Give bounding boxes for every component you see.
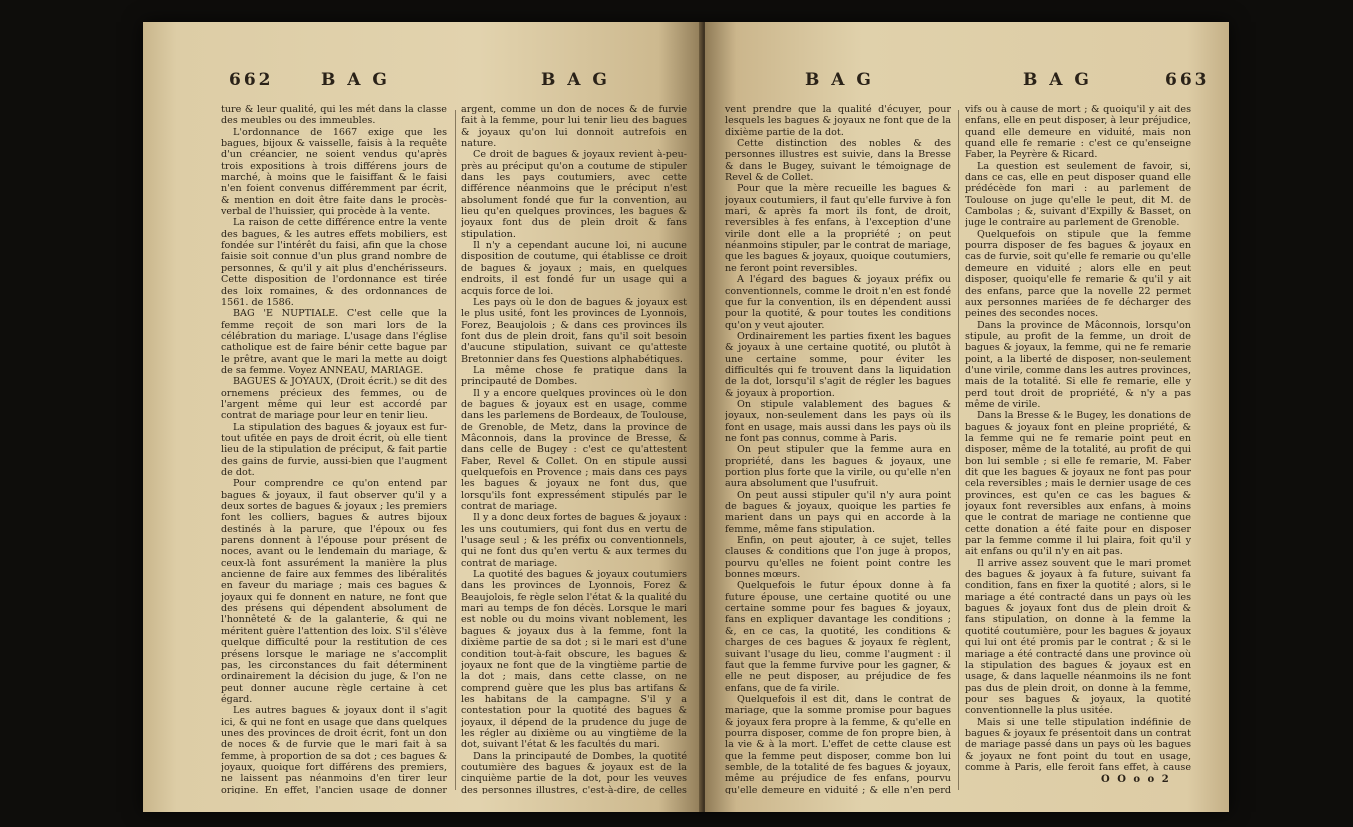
paragraph: La quotité des bagues & joyaux coutumiers dans les provinces de Lyonnois, Forez & Beaujolois, fe règle selon l'état & la qualité du mari au temps de fon décès. Lorsque le mari est noble ou du moins vivant noblement, les bagues & joyaux dus à la femme, font la dixième partie de sa dot ; si le mari est d'une condition tout-à-fait obscure, les bagues & joyaux ne font que de la vingtième partie de la dot ; mais, dans cette classe, on ne comprend guère que les plus bas artifans & les habitans de la campagne. S'il y a contestation pour la quotité des bagues & joyaux, il dépend de la prudence du juge de les régler au dixième ou au vingtième de la dot, suivant l'état & les facultés du mari. — [461, 569, 687, 751]
paragraph: Dans la Bresse & le Bugey, les donations de bagues & joyaux font en pleine propriété, & la femme qui ne fe remarie point peut en disposer, même de la totalité, au profit de qui bon lui semble ; si elle fe remarie, M. Faber dit que les bagues & joyaux ne font pas pour cela reversibles ; mais le dernier usage de ces provinces, est qu'en ce cas les bagues & joyaux font reversibles aux enfans, à moins que le contrat de mariage ne contienne que cette donation a été faite pour en disposer par la femme comme il lui plaira, foit qu'il y ait enfans ou qu'il n'y en ait pas. — [965, 410, 1191, 558]
running-head-right: B A G — [1023, 70, 1092, 90]
running-head-left: B A G — [805, 70, 874, 90]
paragraph: L'ordonnance de 1667 exige que les bagues, bijoux & vaisselle, faisis à la requête d'un créancier, ne soient vendus qu'après trois expositions à trois différens jours de marché, à moins que le faisiffant & le faisi n'en foient convenus différemment par écrit, & mention en doit être faite dans le procès-verbal de l'huissier, qui procède à la vente. — [221, 126, 447, 218]
paragraph: Il n'y a cependant aucune loi, ni aucune disposition de coutume, qui établisse ce droit de bagues & joyaux ; mais, en quelques endroits, il est fondé fur un usage qui a acquis force de loi. — [461, 240, 687, 297]
paragraph: La question est seulement de favoir, si, dans ce cas, elle en peut disposer quand elle prédécède fon mari : au parlement de Toulouse on juge qu'elle le peut, dit M. de Cambolas ; &, suivant d'Expilly & Basset, on juge le contraire au parlement de Grenoble. — [965, 160, 1191, 229]
paragraph: Mais si une telle stipulation indéfinie de bagues & joyaux fe présentoit dans un contrat de mariage passé dans un pays où les bagues & joyaux ne font point du tout en usage, comme à Paris, elle feroit fans effet, à cause — [965, 716, 1191, 772]
paragraph: Ordinairement les parties fixent les bagues & joyaux à une certaine quotité, ou plutôt à une certaine somme, pour éviter les difficultés qui fe trouvent dans la liquidation de la dot, lorsqu'il s'agit de régler les bagues & joyaux à proportion. — [725, 330, 951, 399]
paragraph: Pour que la mère recueille les bagues & joyaux coutumiers, il faut qu'elle furvive à fon mari, & après fa mort ils font, de droit, reversibles à fes enfans, à l'exception d'une virile dont elle a la propriété ; on peut néanmoins stipuler, par le contrat de mariage, que les bagues & joyaux, quoique coutumiers, ne feront point reversibles. — [725, 183, 951, 274]
text-column-1 — [221, 104, 447, 794]
paragraph: argent, comme un don de noces & de furvie fait à la femme, pour lui tenir lieu des bagues & joyaux qu'on lui donnoit autrefois en nature. — [461, 104, 687, 150]
column-rule — [455, 110, 456, 790]
paragraph: BAG 'E NUPTIALE. C'est celle que la femme reçoit de son mari lors de la célébration du mariage. L'usage dans l'église catholique est de faire bénir cette bague par le prêtre, avant que le mari la mette au doigt de sa femme. Voyez ANNEAU, MARIAGE. — [221, 308, 447, 376]
paragraph: vent prendre que la qualité d'écuyer, pour lesquels les bagues & joyaux ne font que de la dixième partie de la dot. — [725, 104, 951, 138]
paragraph: La même chose fe pratique dans la principauté de Dombes. — [461, 364, 687, 388]
paragraph: A l'égard des bagues & joyaux préfix ou conventionnels, comme le droit n'en est fondé que fur la convention, ils en dépendent aussi pour la quotité, & pour toutes les conditions qu'on y veut ajouter. — [725, 274, 951, 331]
signature-mark: O O o o 2 — [1101, 774, 1171, 785]
paragraph: Les pays où le don de bagues & joyaux est le plus usité, font les provinces de Lyonnois, Forez, Beaujolois ; & dans ces provinces ils font dus de plein droit, fans qu'il soit besoin d'aucune stipulation, suivant ce qu'atteste Bretonnier dans fes Questions alphabétiques. — [461, 296, 687, 365]
text-column-2 — [965, 104, 1191, 772]
running-head-left: B A G — [321, 70, 390, 90]
page-number: 663 — [1165, 70, 1210, 90]
paragraph: vifs ou à cause de mort ; & quoiqu'il y ait des enfans, elle en peut disposer, à leur préjudice, quand elle demeure en viduité, mais non quand elle fe remarie : c'est ce qu'enseigne Faber, la Peyrère & Ricard. — [965, 104, 1191, 161]
page-number: 662 — [229, 70, 274, 90]
paragraph: ture & leur qualité, qui les mét dans la classe des meubles ou des immeubles. — [221, 104, 447, 127]
paragraph: La stipulation des bagues & joyaux est fur-tout ufitée en pays de droit écrit, où elle tient lieu de la stipulation de préciput, & fait partie des gains de furvie, aussi-bien que l'augment de dot. — [221, 421, 447, 478]
paragraph: On peut aussi stipuler qu'il n'y aura point de bagues & joyaux, quoique les parties fe marient dans un pays qui en accorde à la femme, même fans stipulation. — [725, 489, 951, 535]
paragraph: Il arrive assez souvent que le mari promet des bagues & joyaux à fa future, suivant fa condition, fans en fixer la quotité ; alors, si le mariage a été contracté dans un pays où les bagues & joyaux font dus de plein droit & fans stipulation, on donne à la femme la quotité coutumière, pour les bagues & joyaux qui lui ont été promis par le contrat ; & si le mariage a été contracté dans une province où la stipulation des bagues & joyaux est en usage, & dans laquelle néanmoins ils ne font pas dus de plein droit, on donne à la femme, pour ses bagues & joyaux, la quotité conventionnelle la plus usitée. — [965, 557, 1191, 717]
paragraph: On stipule valablement des bagues & joyaux, non-seulement dans les pays où ils font en usage, mais aussi dans les pays où ils ne font pas connus, comme à Paris. — [725, 398, 951, 444]
book-spread — [143, 22, 1229, 812]
text-column-1 — [725, 104, 951, 794]
paragraph: Ce droit de bagues & joyaux revient à-peu-près au préciput qu'on a coutume de stipuler dans les pays coutumiers, avec cette différence néanmoins que le préciput n'est absolument fondé que fur la convention, au lieu qu'en quelques provinces, les bagues & joyaux font dus de plein droit & fans stipulation. — [461, 149, 687, 240]
paragraph: Il y a donc deux fortes de bagues & joyaux : les uns coutumiers, qui font dus en vertu de l'usage seul ; & les préfix ou conventionnels, qui ne font dus qu'en vertu & aux termes du contrat de mariage. — [461, 512, 687, 569]
paragraph: Dans la province de Mâconnois, lorsqu'on stipule, au profit de la femme, un droit de bagues & joyaux, la femme, qui ne fe remarie point, a la liberté de disposer, non-seulement d'une virile, comme dans les autres provinces, mais de la totalité. Si elle fe remarie, elle y perd tout droit de propriété, & n'y a pas même de virile. — [965, 319, 1191, 410]
paragraph: Quelquefois il est dit, dans le contrat de mariage, que la somme promise pour bagues & joyaux fera propre à la femme, & qu'elle en pourra disposer, comme de fon propre bien, à la vie & à la mort. L'effet de cette clause est que la femme peut disposer, comme bon lui semble, de la totalité de fes bagues & joyaux, même au préjudice de fes enfans, pourvu qu'elle demeure en viduité ; & elle n'en perd — [725, 693, 951, 794]
paragraph: Cette distinction des nobles & des personnes illustres est suivie, dans la Bresse & dans le Bugey, suivant le témoignage de Revel & de Collet. — [725, 138, 951, 184]
column-rule — [958, 110, 959, 790]
paragraph: Les autres bagues & joyaux dont il s'agit ici, & qui ne font en usage que dans quelques unes des provinces de droit écrit, font un don de noces & de furvie que le mari fait à sa femme, à proportion de sa dot ; ces bagues & joyaux, quoique fort différens des premiers, ne laissent pas néanmoins d'en tirer leur origine. En effet, l'ancien usage de donner — [221, 705, 447, 794]
paragraph: BAGUES & JOYAUX, (Droit écrit.) se dit des ornemens précieux des femmes, ou de l'argent même qui leur est accordé par contrat de mariage pour leur en tenir lieu. — [221, 376, 447, 422]
running-head-right: B A G — [541, 70, 610, 90]
paragraph: La raison de cette différence entre la vente des bagues, & les autres effets mobiliers, est fondée sur l'intérêt du faisi, afin que la chose faisie soit connue d'un plus grand nombre de personnes, & qu'il y ait plus d'enchérisseurs. Cette disposition de l'ordonnance est tirée des loix romaines, & des ordonnances de 1561. de 1586. — [221, 217, 447, 308]
paragraph: On peut stipuler que la femme aura en propriété, dans les bagues & joyaux, une portion plus forte que la virile, ou qu'elle n'en aura absolument que l'usufruit. — [725, 444, 951, 490]
paragraph: Quelquefois on stipule que la femme pourra disposer de fes bagues & joyaux en cas de furvie, soit qu'elle fe remarie ou qu'elle demeure en viduité ; alors elle en peut disposer, quoiqu'elle fe remarie & qu'il y ait des enfans, parce que la novelle 22 permet aux personnes mariées de fe décharger des peines des secondes noces. — [965, 228, 1191, 320]
text-column-2 — [461, 104, 687, 794]
paragraph: Pour comprendre ce qu'on entend par bagues & joyaux, il faut observer qu'il y a deux sortes de bagues & joyaux ; les premiers font les colliers, bagues & autres bijoux destinés à la parure, que l'époux ou fes parens donnent à l'épouse pour présent de noces, avant ou le lendemain du mariage, & ceux-là font assurément la manière la plus ancienne de faire aux femmes des libéralités en faveur du mariage ; mais ces bagues & joyaux qui fe donnent en nature, ne font que des présens qui dépendent absolument de l'honnêteté & de la galanterie, & qui ne méritent guère l'attention des loix. S'il s'élève quelque difficulté pour la restitution de ces présens lorsque le mariage ne s'accomplit pas, les circonstances du fait déterminent ordinairement la décision du juge, & l'on ne peut donner aucune règle certaine à cet égard. — [221, 478, 447, 705]
right-page — [705, 22, 1229, 812]
paragraph: Enfin, on peut ajouter, à ce sujet, telles clauses & conditions que l'on juge à propos, pourvu qu'elles ne foient point contre les bonnes mœurs. — [725, 535, 951, 581]
paragraph: Il y a encore quelques provinces où le don de bagues & joyaux est en usage, comme dans les parlemens de Bordeaux, de Toulouse, de Grenoble, de Metz, dans la province de Mâconnois, dans la province de Bresse, & dans celle de Bugey : c'est ce qu'attestent Faber, Revel & Collet. On en stipule aussi quelquefois en Provence ; mais dans ces pays les bagues & joyaux ne font dus, que lorsqu'ils font expressément stipulés par le contrat de mariage. — [461, 387, 687, 513]
paragraph: Dans la principauté de Dombes, la quotité coutumière des bagues & joyaux est de la cinquième partie de la dot, pour les veuves des personnes illustres, c'est-à-dire, de celles — [461, 750, 687, 794]
paragraph: Quelquefois le futur époux donne à fa future épouse, une certaine quotité ou une certaine somme pour fes bagues & joyaux, fans en expliquer davantage les conditions ; &, en ce cas, la quotité, les conditions & charges de ces bagues & joyaux fe règlent, suivant l'usage du lieu, comme l'augment : il faut que la femme furvive pour les gagner, & elle ne peut disposer, au préjudice de fes enfans, que de fa virile. — [725, 580, 951, 694]
left-page — [143, 22, 703, 812]
